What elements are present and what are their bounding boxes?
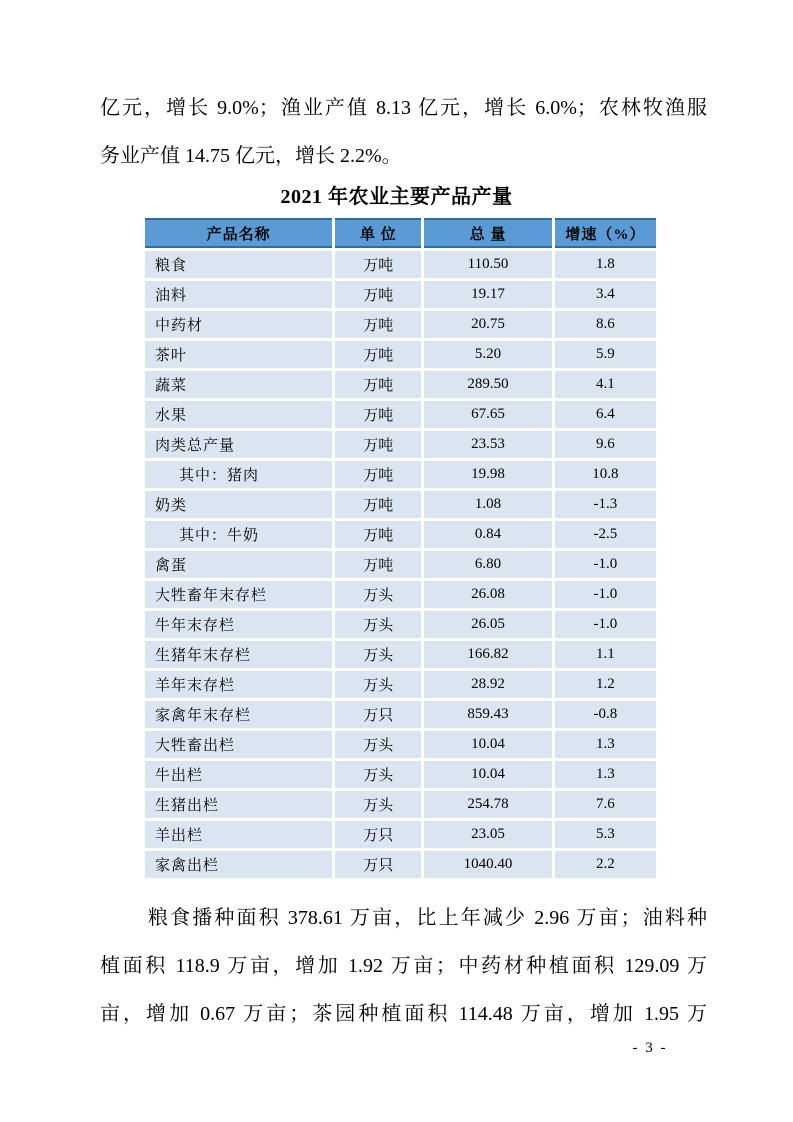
page-number: - 3 - [632, 1040, 668, 1056]
unit-cell: 万吨 [335, 551, 421, 578]
total-cell: 28.92 [424, 671, 552, 698]
table-row [145, 521, 656, 548]
col-product-name-header: 产品名称 [145, 218, 332, 248]
product-name-cell: 油料 [145, 281, 332, 308]
unit-cell: 万头 [335, 671, 421, 698]
unit-cell: 万头 [335, 761, 421, 788]
unit-cell: 万吨 [335, 251, 421, 278]
table-row [145, 401, 656, 428]
unit-cell: 万吨 [335, 341, 421, 368]
product-name-cell: 家禽年末存栏 [145, 701, 332, 728]
unit-cell: 万吨 [335, 311, 421, 338]
paragraph-bottom-line-2: 植面积 118.9 万亩，增加 1.92 万亩；中药材种植面积 129.09 万 [100, 955, 707, 977]
product-name-cell: 茶叶 [145, 341, 332, 368]
product-name-cell: 生猪出栏 [145, 791, 332, 818]
growth-cell: 1.2 [555, 671, 656, 698]
unit-cell: 万头 [335, 731, 421, 758]
growth-cell: 3.4 [555, 281, 656, 308]
table-row [145, 731, 656, 758]
product-name-cell: 生猪年末存栏 [145, 641, 332, 668]
product-name-cell: 蔬菜 [145, 371, 332, 398]
unit-cell: 万吨 [335, 371, 421, 398]
total-cell: 10.04 [424, 761, 552, 788]
unit-cell: 万吨 [335, 401, 421, 428]
total-cell: 289.50 [424, 371, 552, 398]
total-cell: 19.98 [424, 461, 552, 488]
total-cell: 254.78 [424, 791, 552, 818]
product-name-cell: 水果 [145, 401, 332, 428]
product-name-cell: 禽蛋 [145, 551, 332, 578]
product-name-cell: 牛出栏 [145, 761, 332, 788]
table-row [145, 491, 656, 518]
growth-cell: 1.1 [555, 641, 656, 668]
table-row [145, 641, 656, 668]
unit-cell: 万吨 [335, 431, 421, 458]
total-cell: 23.53 [424, 431, 552, 458]
total-cell: 110.50 [424, 251, 552, 278]
growth-cell: -1.0 [555, 611, 656, 638]
table-row [145, 551, 656, 578]
product-name-cell: 其中：牛奶 [145, 521, 332, 548]
table-row [145, 851, 656, 878]
product-name-cell: 粮食 [145, 251, 332, 278]
table-body [145, 251, 656, 878]
total-cell: 26.05 [424, 611, 552, 638]
unit-cell: 万吨 [335, 521, 421, 548]
total-cell: 23.05 [424, 821, 552, 848]
total-cell: 859.43 [424, 701, 552, 728]
col-growth-header: 增速（%） [555, 218, 656, 248]
table-row [145, 461, 656, 488]
unit-cell: 万吨 [335, 281, 421, 308]
growth-cell: 5.9 [555, 341, 656, 368]
table-row [145, 581, 656, 608]
table-header-row [145, 218, 656, 248]
table-row [145, 791, 656, 818]
unit-cell: 万只 [335, 701, 421, 728]
unit-cell: 万头 [335, 581, 421, 608]
growth-cell: 4.1 [555, 371, 656, 398]
table-row [145, 311, 656, 338]
product-name-cell: 大牲畜年末存栏 [145, 581, 332, 608]
unit-cell: 万头 [335, 791, 421, 818]
growth-cell: -0.8 [555, 701, 656, 728]
col-unit-header: 单 位 [335, 218, 421, 248]
total-cell: 1040.40 [424, 851, 552, 878]
total-cell: 19.17 [424, 281, 552, 308]
table-row [145, 611, 656, 638]
total-cell: 20.75 [424, 311, 552, 338]
unit-cell: 万只 [335, 851, 421, 878]
table-row [145, 701, 656, 728]
growth-cell: -1.3 [555, 491, 656, 518]
growth-cell: -1.0 [555, 581, 656, 608]
growth-cell: 5.3 [555, 821, 656, 848]
product-name-cell: 大牲畜出栏 [145, 731, 332, 758]
table-row [145, 281, 656, 308]
product-name-cell: 奶类 [145, 491, 332, 518]
unit-cell: 万只 [335, 821, 421, 848]
paragraph-top [100, 84, 707, 180]
product-name-cell: 中药材 [145, 311, 332, 338]
table-row [145, 341, 656, 368]
table-row [145, 251, 656, 278]
table-row [145, 371, 656, 398]
product-name-cell: 其中：猪肉 [145, 461, 332, 488]
total-cell: 1.08 [424, 491, 552, 518]
growth-cell: 1.3 [555, 761, 656, 788]
unit-cell: 万吨 [335, 461, 421, 488]
product-name-cell: 牛年末存栏 [145, 611, 332, 638]
growth-cell: 9.6 [555, 431, 656, 458]
paragraph-top-line-1: 亿元，增长 9.0%；渔业产值 8.13 亿元，增长 6.0%；农林牧渔服 [100, 97, 707, 119]
col-total-header: 总 量 [424, 218, 552, 248]
paragraph-bottom [100, 894, 707, 1038]
unit-cell: 万头 [335, 611, 421, 638]
total-cell: 10.04 [424, 731, 552, 758]
total-cell: 6.80 [424, 551, 552, 578]
table-row [145, 821, 656, 848]
product-name-cell: 家禽出栏 [145, 851, 332, 878]
unit-cell: 万头 [335, 641, 421, 668]
table-row [145, 431, 656, 458]
total-cell: 166.82 [424, 641, 552, 668]
product-name-cell: 羊年末存栏 [145, 671, 332, 698]
total-cell: 5.20 [424, 341, 552, 368]
growth-cell: 1.8 [555, 251, 656, 278]
growth-cell: 7.6 [555, 791, 656, 818]
growth-cell: 10.8 [555, 461, 656, 488]
paragraph-bottom-line-3: 亩，增加 0.67 万亩；茶园种植面积 114.48 万亩，增加 1.95 万 [100, 1003, 707, 1025]
total-cell: 26.08 [424, 581, 552, 608]
growth-cell: 8.6 [555, 311, 656, 338]
table-row [145, 671, 656, 698]
table-title: 2021 年农业主要产品产量 [280, 186, 513, 208]
production-table [142, 215, 659, 881]
paragraph-bottom-line-1: 粮食播种面积 378.61 万亩，比上年减少 2.96 万亩；油料种 [148, 907, 707, 929]
product-name-cell: 羊出栏 [145, 821, 332, 848]
unit-cell: 万吨 [335, 491, 421, 518]
growth-cell: -1.0 [555, 551, 656, 578]
product-name-cell: 肉类总产量 [145, 431, 332, 458]
total-cell: 67.65 [424, 401, 552, 428]
table-row [145, 761, 656, 788]
growth-cell: 1.3 [555, 731, 656, 758]
paragraph-top-line-2: 务业产值 14.75 亿元，增长 2.2%。 [100, 145, 402, 167]
growth-cell: 2.2 [555, 851, 656, 878]
growth-cell: 6.4 [555, 401, 656, 428]
total-cell: 0.84 [424, 521, 552, 548]
growth-cell: -2.5 [555, 521, 656, 548]
